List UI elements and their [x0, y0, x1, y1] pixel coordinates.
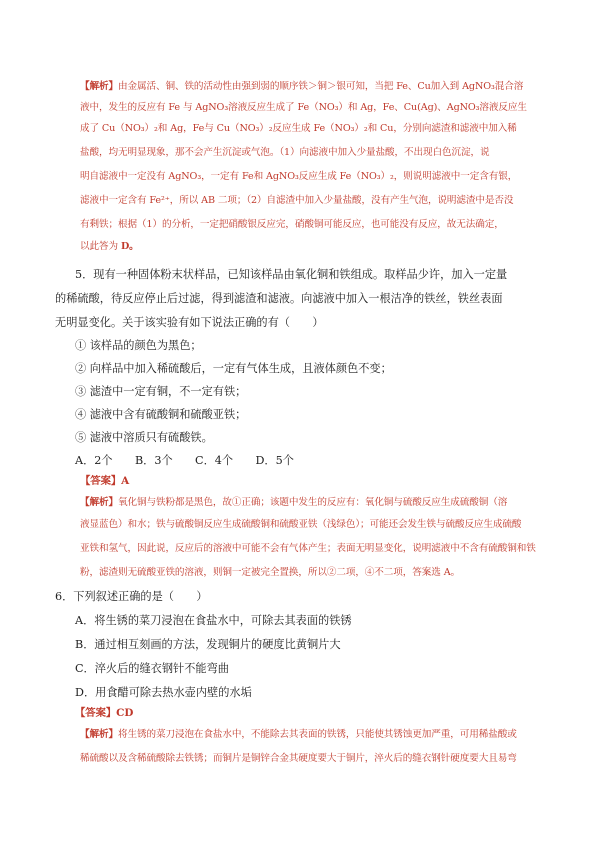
analysis-line: 【解析】氧化铜与铁粉都是黑色，故①正确；该题中发生的反应有：氧化铜与硫酸反应生成硫酸铜（溶 — [80, 497, 508, 508]
statement-item: ④ 滤液中含有硫酸铜和硫酸亚铁； — [75, 408, 247, 421]
analysis-line: 【解析】将生锈的菜刀浸泡在食盐水中，不能除去其表面的铁锈，只能使其锈蚀更加严重，可用稀盐酸或 — [80, 729, 517, 740]
analysis-line: 成了 Cu（NO₃）₂和 Ag，Fe与 Cu（NO₃）₂反应生成 Fe（NO₃）₂和 Cu，分别向滤渣和滤液中加入稀 — [80, 123, 517, 134]
analysis-line: 稀硫酸以及含稀硫酸除去铁锈；而铜片是铜锌合金其硬度要大于铜片，淬火后的缝衣钢针硬度要大且易弯 — [80, 753, 517, 764]
analysis-tag: 【解析】 — [80, 729, 118, 740]
analysis-line: 液中，发生的反应有 Fe 与 AgNO₃溶液反应生成了 Fe（NO₃）和 Ag，Fe、Cu(Ag)、AgNO₃溶液反应生 — [80, 102, 527, 113]
answer-tag: 【答案】 — [75, 707, 117, 719]
analysis-tag: 【解析】 — [80, 497, 118, 508]
analysis-line: 【解析】由金属活、铜、铁的活动性由强到弱的顺序铁＞铜＞银可知，当把 Fe、Cu加入到 AgNO₃混合溶 — [80, 81, 524, 92]
analysis-line: 有剩铁；根据（1）的分析，一定把硝酸银反应完，硝酸铜可能反应，也可能没有反应，故无法确定， — [80, 219, 504, 230]
question-stem: 5．现有一种固体粉末状样品，已知该样品由氧化铜和铁组成。取样品少许，加入一定量 — [75, 268, 508, 281]
answer-options: A．2个 B．3个 C．4个 D．5个 — [75, 454, 294, 467]
analysis-line: 明自滤液中一定没有 AgNO₃，一定有 Fe和 AgNO₃反应生成 Fe（NO₃）₂，则说明滤液中一定含有银， — [80, 171, 518, 182]
analysis-answer: D。 — [120, 241, 139, 252]
option-a: A．将生锈的菜刀浸泡在食盐水中，可除去其表面的铁锈 — [75, 614, 352, 627]
option-b: B．通过相互刻画的方法，发现铜片的硬度比黄铜片大 — [75, 638, 341, 651]
answer-line — [75, 706, 133, 720]
option-d: D．用食醋可除去热水壶内壁的水垢 — [75, 686, 252, 699]
question-stem: 无明显变化。关于该实验有如下说法正确的有（ ） — [55, 316, 324, 329]
analysis-line: 滤液中一定含有 Fe²⁺，所以 AB 二项；（2）自滤渣中加入少量盐酸，没有产生气泡，说明滤渣中是否没 — [80, 195, 514, 206]
option-c: C．淬火后的缝衣钢针不能弯曲 — [75, 662, 229, 675]
answer-line — [80, 474, 129, 488]
question-stem: 的稀硫酸，待反应停止后过滤，得到滤渣和滤液。向滤液中加入一根洁净的铁丝，铁丝表面 — [55, 292, 503, 305]
analysis-line: 亚铁和氢气，因此说，反应后的溶液中可能不会有气体产生；表面无明显变化，说明滤液中不含有硫酸铜和铁 — [80, 543, 536, 554]
statement-item: ② 向样品中加入稀硫酸后，一定有气体生成，且液体颜色不变； — [75, 362, 392, 375]
analysis-line: 盐酸，均无明显现象，那不会产生沉淀或气泡。（1）向滤液中加入少量盐酸，不出现白色沉淀，说 — [80, 147, 490, 158]
statement-item: ③ 滤渣中一定有铜，不一定有铁； — [75, 385, 247, 398]
analysis-line: 以此答为 D。 — [80, 241, 139, 252]
answer-value: A — [121, 475, 130, 487]
statement-item: ① 该样品的颜色为黑色； — [75, 339, 202, 352]
answer-tag: 【答案】 — [80, 475, 122, 487]
question-stem: 6．下列叙述正确的是（ ） — [55, 590, 208, 603]
analysis-line: 液显蓝色）和水；铁与硫酸铜反应生成硫酸铜和硫酸亚铁（浅绿色）；可能还会发生铁与硫酸反应生成硫酸 — [80, 519, 522, 530]
statement-item: ⑤ 滤液中溶质只有硫酸铁。 — [75, 431, 213, 444]
answer-value: CD — [116, 707, 134, 719]
analysis-tag: 【解析】 — [80, 81, 118, 92]
analysis-line: 粉，滤渣则无硫酸亚铁的溶液，则铜一定被完全置换，所以②二项，④不二项，答案选 A。 — [80, 567, 461, 578]
